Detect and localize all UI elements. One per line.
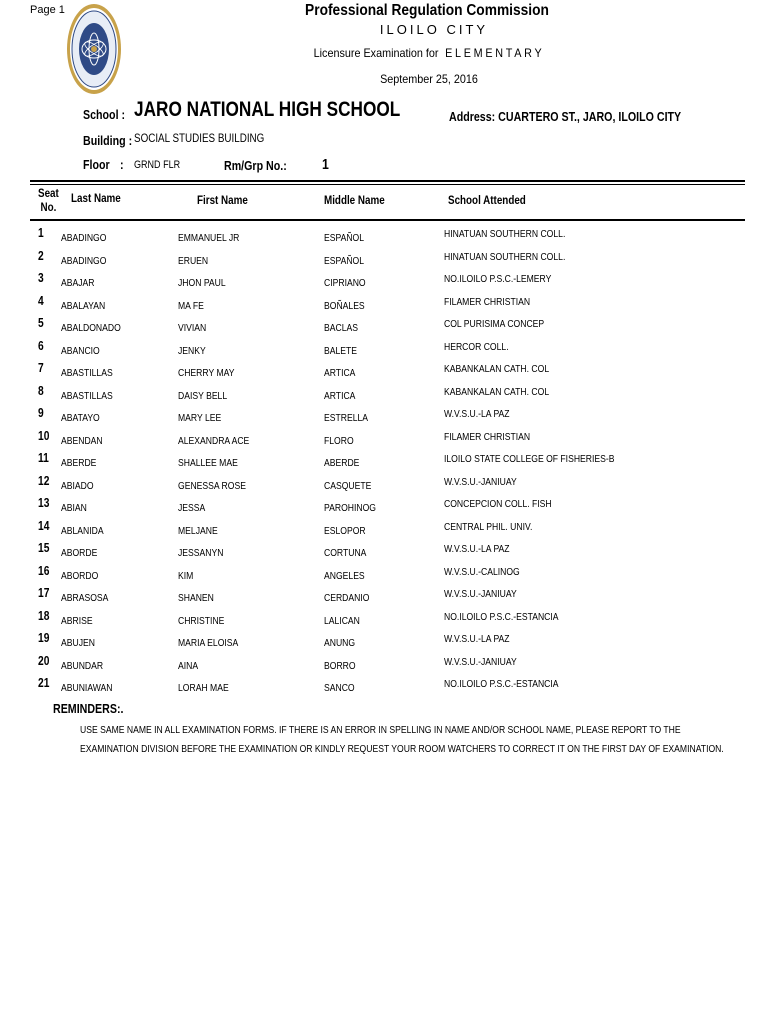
first-name: JESSA	[178, 502, 206, 514]
seat-number: 8	[38, 383, 44, 398]
school-attended: W.V.S.U.-LA PAZ	[444, 543, 510, 555]
school-attended: HERCOR COLL.	[444, 340, 509, 353]
first-name: CHERRY MAY	[178, 367, 235, 379]
last-name: ABALDONADO	[61, 322, 121, 334]
first-name: VIVIAN	[178, 322, 207, 334]
first-name: SHANEN	[178, 592, 214, 604]
header-rule-bottom	[30, 219, 745, 221]
table-row	[0, 498, 768, 521]
first-name: MA FE	[178, 299, 204, 312]
table-row	[0, 543, 768, 566]
seat-number: 18	[38, 608, 50, 623]
seat-number: 20	[38, 653, 50, 668]
seat-number: 12	[38, 473, 50, 488]
last-name: ABIAN	[61, 502, 87, 514]
seat-number: 9	[38, 406, 44, 420]
middle-name: ANUNG	[324, 637, 356, 649]
middle-name: ARTICA	[324, 367, 356, 379]
seat-number: 13	[38, 496, 50, 510]
last-name: ABAJAR	[61, 277, 95, 289]
last-name: ABLANIDA	[61, 524, 104, 537]
room-value: 1	[322, 156, 329, 173]
school-label: School :	[83, 107, 126, 122]
first-name: JHON PAUL	[178, 277, 226, 289]
table-row	[0, 228, 768, 251]
last-name: ABUNIAWAN	[61, 682, 113, 694]
last-name: ABUJEN	[61, 637, 95, 649]
organization-title: Professional Regulation Commission	[305, 2, 549, 19]
middle-name: ESLOPOR	[324, 524, 366, 537]
building-value: SOCIAL STUDIES BUILDING	[134, 131, 265, 145]
table-row	[0, 408, 768, 431]
first-name: AINA	[178, 659, 199, 672]
table-row	[0, 588, 768, 611]
middle-name: CASQUETE	[324, 479, 372, 492]
school-attended: W.V.S.U.-CALINOG	[444, 565, 520, 578]
seat-number: 7	[38, 361, 44, 375]
middle-name: LALICAN	[324, 614, 360, 627]
table-row	[0, 518, 768, 544]
room-label: Rm/Grp No.:	[224, 158, 287, 173]
school-attended: NO.ILOILO P.S.C.-ESTANCIA	[444, 610, 559, 623]
building-label: Building :	[83, 133, 133, 148]
school-name: JARO NATIONAL HIGH SCHOOL	[134, 98, 401, 121]
table-row	[0, 653, 768, 679]
first-name: ALEXANDRA ACE	[178, 434, 250, 447]
middle-name: SANCO	[324, 682, 355, 694]
school-attended: W.V.S.U.-LA PAZ	[444, 408, 510, 420]
first-name: EMMANUEL JR	[178, 232, 240, 244]
first-name-header: First Name	[197, 193, 248, 207]
seat-number: 17	[38, 586, 50, 600]
school-attended: W.V.S.U.-JANIUAY	[444, 475, 517, 488]
first-name: MELJANE	[178, 524, 218, 537]
school-address: Address: CUARTERO ST., JARO, ILOILO CITY	[449, 109, 682, 124]
first-name: JESSANYN	[178, 547, 224, 559]
city-title: ILOILO CITY	[379, 22, 489, 37]
table-row	[0, 563, 768, 589]
middle-name: ARTICA	[324, 389, 356, 402]
seat-number: 2	[38, 248, 44, 263]
header-rule-top	[30, 180, 745, 182]
school-attended: W.V.S.U.-LA PAZ	[444, 633, 510, 645]
table-row	[0, 363, 768, 386]
seat-column-header	[38, 186, 59, 214]
last-name: ABIADO	[61, 479, 94, 492]
first-name: KIM	[178, 569, 194, 582]
middle-name: CIPRIANO	[324, 277, 366, 289]
first-name: ERUEN	[178, 254, 209, 267]
reminders-line-2: EXAMINATION DIVISION BEFORE THE EXAMINATION OR KINDLY REQUEST YOUR ROOM WATCHERS TO CORRECT IT ON THE FIRST DAY OF EXAMINATION.	[80, 743, 724, 755]
first-name: CHRISTINE	[178, 614, 225, 627]
school-attended: NO.ILOILO P.S.C.-ESTANCIA	[444, 678, 559, 690]
middle-name: BORRO	[324, 659, 356, 672]
reminders-line-1: USE SAME NAME IN ALL EXAMINATION FORMS. IF THERE IS AN ERROR IN SPELLING IN NAME AND/OR SCHOOL NAME, PLEASE REPORT TO THE	[80, 724, 681, 736]
last-name: ABASTILLAS	[61, 367, 113, 379]
last-name: ABATAYO	[61, 412, 100, 424]
first-name: JENKY	[178, 344, 206, 357]
seat-number: 6	[38, 338, 44, 353]
school-attended-header: School Attended	[448, 193, 526, 207]
school-attended: COL PURISIMA CONCEP	[444, 318, 545, 330]
middle-name: PAROHINOG	[324, 502, 376, 514]
seat-number: 4	[38, 293, 44, 308]
seat-header-line1: Seat	[38, 186, 59, 200]
middle-name: ANGELES	[324, 569, 365, 582]
school-attended: W.V.S.U.-JANIUAY	[444, 588, 517, 600]
seat-header-line2: No.	[40, 200, 57, 214]
middle-name: CORTUNA	[324, 547, 367, 559]
school-attended: CONCEPCION COLL. FISH	[444, 498, 552, 510]
exam-title	[38, 46, 729, 60]
exam-prefix: Licensure Examination for	[313, 46, 439, 60]
last-name: ABORDE	[61, 547, 98, 559]
last-name: ABALAYAN	[61, 299, 106, 312]
middle-name: BOÑALES	[324, 299, 365, 312]
last-name: ABASTILLAS	[61, 389, 113, 402]
last-name: ABADINGO	[61, 232, 107, 244]
school-attended: ILOILO STATE COLLEGE OF FISHERIES-B	[444, 453, 615, 465]
table-row	[0, 318, 768, 341]
last-name: ABUNDAR	[61, 659, 104, 672]
floor-colon: :	[120, 157, 124, 172]
middle-name: ESPAÑOL	[324, 254, 365, 267]
table-row	[0, 678, 768, 701]
last-name: ABRISE	[61, 614, 93, 627]
last-name: ABRASOSA	[61, 592, 109, 604]
school-attended: W.V.S.U.-JANIUAY	[444, 655, 517, 668]
seat-number: 10	[38, 428, 50, 443]
last-name: ABENDAN	[61, 434, 103, 447]
seat-number: 21	[38, 676, 50, 690]
last-name: ABANCIO	[61, 344, 100, 357]
table-row	[0, 248, 768, 274]
exam-date: September 25, 2016	[380, 72, 478, 86]
seat-number: 5	[38, 316, 44, 330]
school-attended: NO.ILOILO P.S.C.-LEMERY	[444, 273, 552, 285]
seat-number: 16	[38, 563, 50, 578]
middle-name: ABERDE	[324, 457, 360, 469]
middle-name: FLORO	[324, 434, 354, 447]
table-row	[0, 633, 768, 656]
school-attended: FILAMER CHRISTIAN	[444, 295, 531, 308]
examinee-table	[0, 228, 768, 701]
school-attended: HINATUAN SOUTHERN COLL.	[444, 228, 566, 240]
middle-name: ESTRELLA	[324, 412, 369, 424]
floor-value: GRND FLR	[134, 159, 181, 171]
seat-number: 3	[38, 271, 44, 285]
first-name: MARIA ELOISA	[178, 637, 239, 649]
school-attended: KABANKALAN CATH. COL	[444, 385, 550, 398]
first-name: SHALLEE MAE	[178, 457, 238, 469]
table-row	[0, 338, 768, 364]
last-name: ABERDE	[61, 457, 97, 469]
header-rule-thin	[30, 184, 745, 185]
seat-number: 1	[38, 226, 44, 240]
middle-name: ESPAÑOL	[324, 232, 365, 244]
reminders-title: REMINDERS:.	[53, 701, 124, 716]
table-row	[0, 428, 768, 454]
seat-number: 11	[38, 451, 49, 465]
last-name-header: Last Name	[71, 191, 121, 205]
first-name: LORAH MAE	[178, 682, 229, 694]
first-name: MARY LEE	[178, 412, 222, 424]
page-number: Page 1	[30, 4, 65, 16]
table-row	[0, 383, 768, 409]
table-row	[0, 473, 768, 499]
first-name: DAISY BELL	[178, 389, 228, 402]
seat-number: 15	[38, 541, 50, 555]
last-name: ABORDO	[61, 569, 99, 582]
middle-name-header: Middle Name	[324, 193, 385, 207]
table-row	[0, 273, 768, 296]
school-attended: KABANKALAN CATH. COL	[444, 363, 550, 375]
school-attended: CENTRAL PHIL. UNIV.	[444, 520, 533, 533]
exam-name: ELEMENTARY	[445, 46, 545, 60]
middle-name: BACLAS	[324, 322, 358, 334]
table-row	[0, 293, 768, 319]
seat-number: 19	[38, 631, 50, 645]
table-row	[0, 608, 768, 634]
school-attended: HINATUAN SOUTHERN COLL.	[444, 250, 566, 263]
floor-label: Floor	[83, 157, 110, 172]
middle-name: CERDANIO	[324, 592, 370, 604]
table-row	[0, 453, 768, 476]
seat-number: 14	[38, 518, 50, 533]
first-name: GENESSA ROSE	[178, 479, 246, 492]
middle-name: BALETE	[324, 344, 358, 357]
school-attended: FILAMER CHRISTIAN	[444, 430, 531, 443]
last-name: ABADINGO	[61, 254, 107, 267]
